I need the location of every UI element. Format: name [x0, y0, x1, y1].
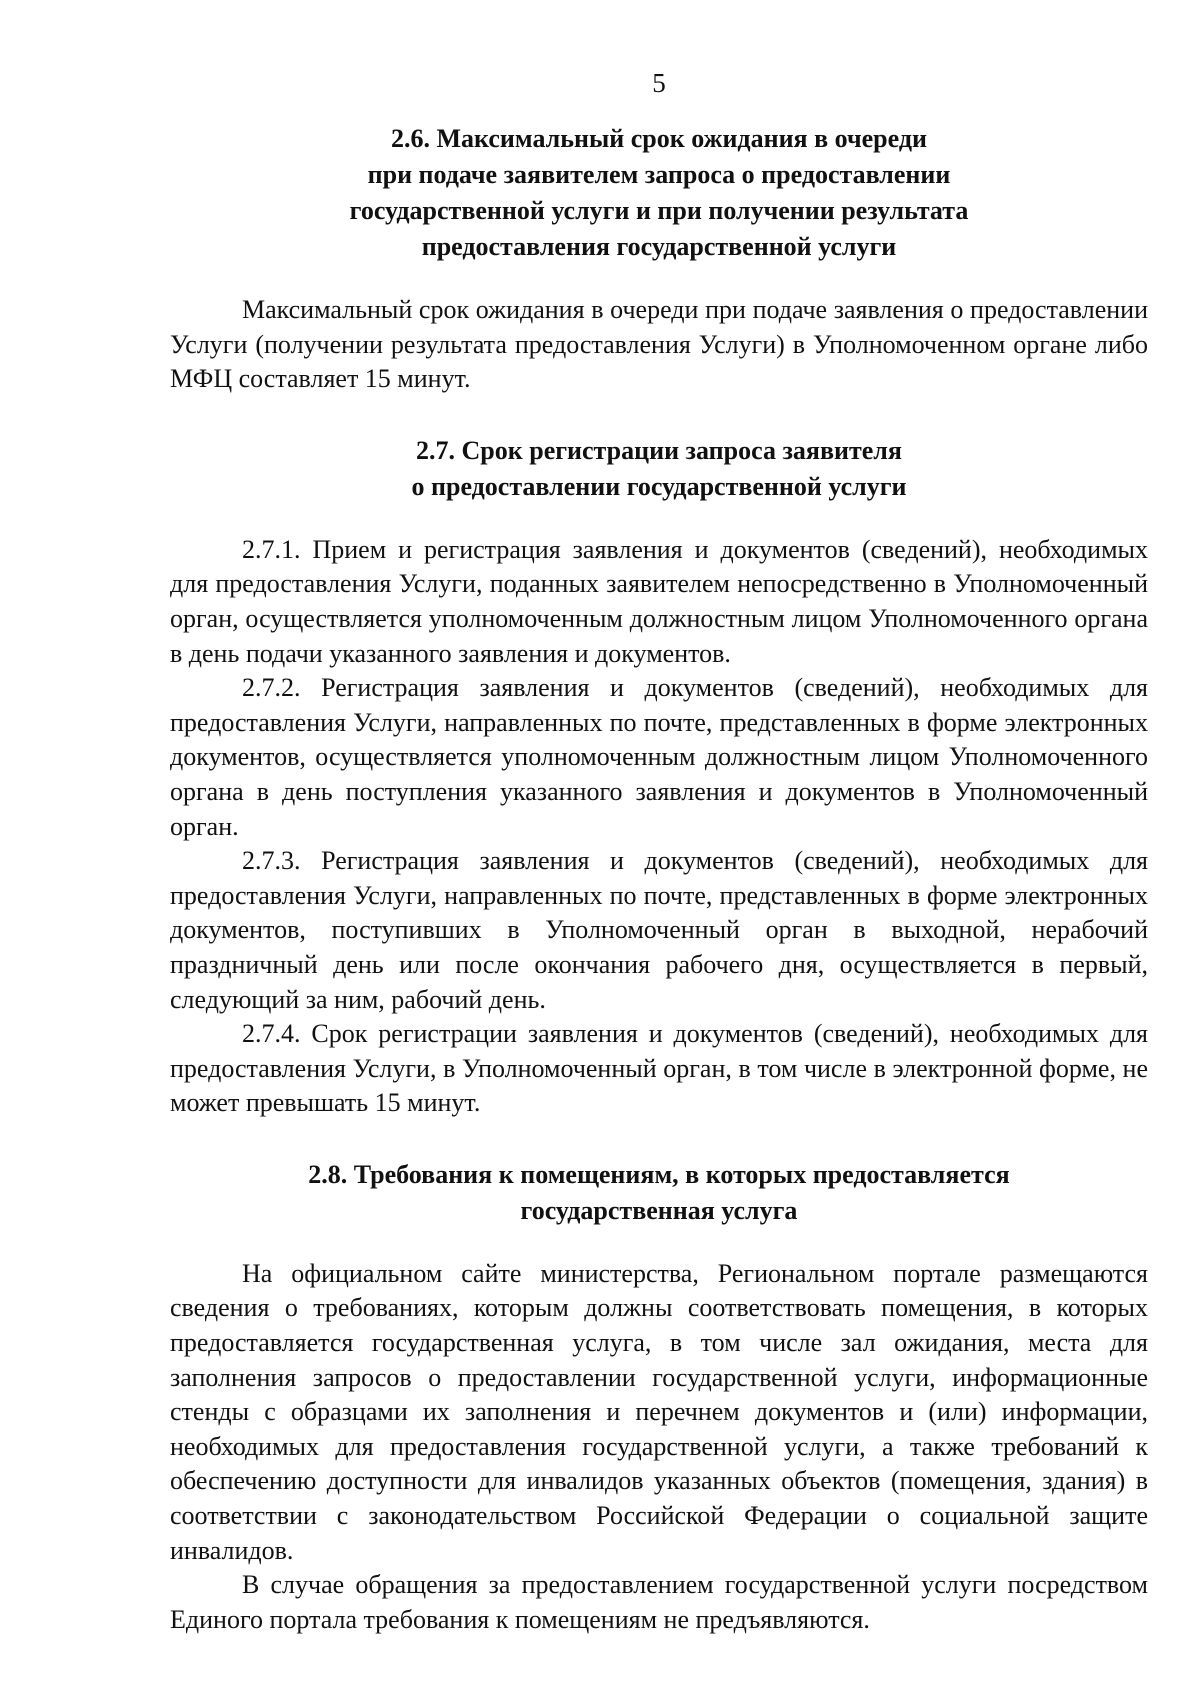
paragraph: Максимальный срок ожидания в очереди при подаче заявления о предоставлении Услуги (получении результата предоставления Услуги) в Уполномоченном органе либо МФЦ составляет 15 минут.	[170, 295, 1148, 394]
paragraph: В случае обращения за предоставлением государственной услуги посредством Единого портала требования к помещениям не предъявляются.	[170, 1570, 1148, 1634]
heading-line: предоставления государственной услуги	[421, 232, 897, 261]
heading-line: 2.7. Срок регистрации запроса заявителя	[416, 435, 902, 465]
paragraph-2-7-2: 2.7.2. Регистрация заявления и документов (сведений), необходимых для предоставления Услуги, направленных по почте, представленных в форме электронных документов, осуществляется уполномоченным должностным лицом Уполномоченного органа в день поступления указанного заявления и документов в Уполномоченный орган.	[170, 673, 1148, 841]
section-heading-2-6	[170, 121, 1148, 265]
paragraph-2-7-4: 2.7.4. Срок регистрации заявления и документов (сведений), необходимых для предоставления Услуги, в Уполномоченный орган, в том числе в электронной форме, не может превышать 15 минут.	[170, 1019, 1148, 1118]
heading-line: о предоставлении государственной услуги	[411, 471, 907, 501]
heading-line: 2.6. Максимальный срок ожидания в очереди	[391, 124, 927, 153]
heading-line: 2.8. Требования к помещениям, в которых предоставляется	[308, 1159, 1010, 1189]
section-heading-2-8	[170, 1157, 1148, 1229]
paragraph-2-7-3: 2.7.3. Регистрация заявления и документов (сведений), необходимых для предоставления Услуги, направленных по почте, представленных в форме электронных документов, поступивших в Уполномоченный орган в выходной, нерабочий праздничный день или после окончания рабочего дня, осуществляется в первый, следующий за ним, рабочий день.	[170, 846, 1148, 1014]
heading-line: государственной услуги и при получении результата	[349, 196, 969, 225]
paragraph: На официальном сайте министерства, Региональном портале размещаются сведения о требованиях, которым должны соответствовать помещения, в которых предоставляется государственная услуга, в том числе зал ожидания, места для заполнения запросов о предоставлении государственной услуги, информационные стенды с образцами их заполнения и перечнем документов и (или) информации, необходимых для предоставления государственной услуги, а также требований к обеспечению доступности для инвалидов указанных объектов (помещения, здания) в соответствии с законодательством Российской Федерации о социальной защите инвалидов.	[170, 1258, 1148, 1565]
page-number: 5	[652, 68, 666, 98]
heading-line: государственная услуга	[520, 1195, 798, 1225]
paragraph-2-7-1: 2.7.1. Прием и регистрация заявления и документов (сведений), необходимых для предоставления Услуги, поданных заявителем непосредственно в Уполномоченный орган, осуществляется уполномоченным должностным лицом Уполномоченного органа в день подачи указанного заявления и документов.	[170, 534, 1148, 668]
heading-line: при подаче заявителем запроса о предоставлении	[367, 160, 951, 189]
section-heading-2-7	[170, 433, 1148, 505]
